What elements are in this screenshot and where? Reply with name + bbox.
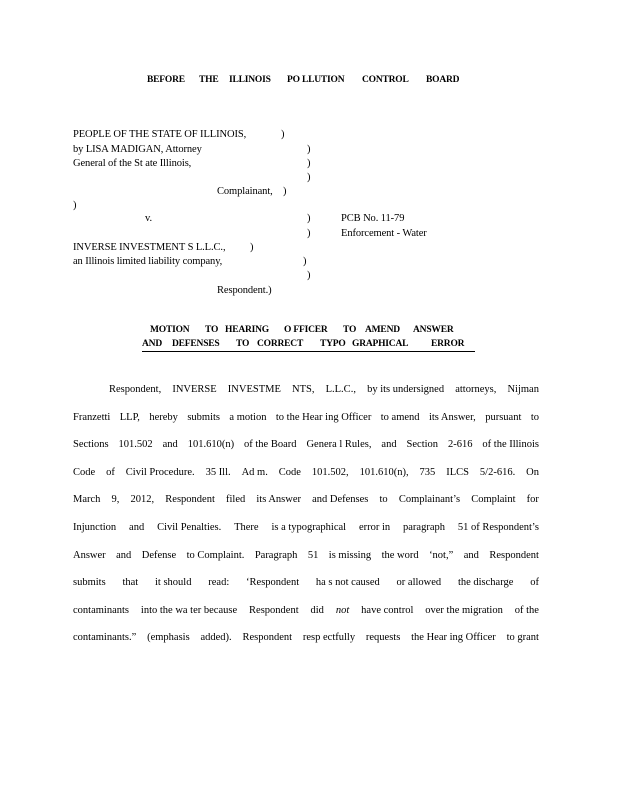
body-word: error in (358, 521, 391, 533)
body-word: Respondent (242, 632, 293, 644)
body-word: and Defenses (312, 494, 369, 506)
caption-line: ) (73, 200, 77, 211)
body-word: ILCS (446, 466, 469, 478)
body-word: 101.502 (118, 439, 153, 451)
title-word: CORRECT (257, 339, 304, 349)
title-word: AMEND (365, 325, 400, 335)
caption-paren: ) (281, 129, 285, 140)
body-word: Civil Procedure. (125, 466, 195, 478)
body-line (73, 431, 539, 459)
body-word: of the Illinois (482, 439, 539, 451)
body-word: is missing (328, 549, 372, 561)
body-word: a motion (229, 411, 267, 423)
title-word: MOTION (150, 325, 190, 335)
caption-line: Respondent.) (217, 285, 272, 296)
body-word: Answer (73, 549, 106, 561)
body-word: Ad m. (241, 466, 268, 478)
caption-line: INVERSE INVESTMENT S L.L.C., (73, 242, 226, 253)
body-word: NTS, (292, 384, 315, 395)
case-type: Enforcement - Water (341, 228, 427, 239)
body-word: Genera l Rules, (306, 439, 372, 451)
body-word: 51 (307, 549, 319, 561)
body-word: of (106, 466, 115, 478)
body-word: did (310, 604, 324, 616)
caption-paren: ) (307, 228, 311, 239)
body-word: of the Board (244, 439, 297, 451)
body-word: L.L.C., (325, 384, 356, 395)
body-word: and (129, 521, 145, 533)
body-word: Complainant’s (398, 494, 461, 506)
title-word: HEARING (225, 325, 269, 335)
caption-line: General of the St ate Illinois, (73, 158, 192, 169)
body-word: hereby (149, 411, 178, 423)
body-word: Respondent, (109, 384, 162, 395)
body-word: and (162, 439, 178, 451)
body-word: INVESTME (227, 384, 281, 395)
caption-line: PEOPLE OF THE STATE OF ILLINOIS, (73, 129, 247, 140)
body-word: Complaint (471, 494, 516, 506)
body-word: and (381, 439, 397, 451)
body-word: 735 (419, 466, 436, 478)
body-word: ha s not caused (315, 577, 380, 589)
body-word: or allowed (396, 577, 442, 589)
body-word: that (122, 577, 139, 589)
caption-line: an Illinois limited liability company, (73, 256, 223, 267)
body-word: into the wa ter because (140, 604, 238, 616)
body-word: March (73, 494, 101, 506)
body-word: to Complaint. (186, 549, 245, 561)
body-word: 101.610(n) (187, 439, 235, 451)
body-word: read: (208, 577, 230, 589)
body-word: Code (73, 466, 96, 478)
body-line (73, 376, 539, 404)
body-word: of the (514, 604, 539, 616)
body-line (73, 459, 539, 487)
caption-paren: ) (307, 213, 311, 224)
body-word: added). (200, 632, 232, 644)
body-word: and (463, 549, 479, 561)
body-word: by its undersigned (367, 384, 445, 395)
body-word: INVERSE (172, 384, 217, 395)
body-word: Section (406, 439, 439, 451)
title-word: TO (205, 325, 219, 335)
body-word: paragraph (403, 521, 445, 533)
body-word: 9, (111, 494, 120, 506)
body-word: for (526, 494, 539, 506)
body-word: Civil Penalties. (157, 521, 222, 533)
caption-line: v. (145, 213, 152, 224)
case-number: PCB No. 11-79 (341, 213, 405, 224)
header-word: ILLINOIS (229, 75, 271, 85)
title-word: ANSWER (413, 325, 454, 335)
body-word: over the migration (425, 604, 503, 616)
caption-paren: ) (307, 270, 311, 281)
body-line (73, 514, 539, 542)
body-word: to grant (506, 632, 539, 644)
body-word: Defense (141, 549, 177, 561)
body-word: 101.502, (311, 466, 349, 478)
body-word: Respondent (489, 549, 539, 561)
motion-body (73, 376, 539, 652)
caption-line: Complainant, (217, 186, 273, 197)
body-line (73, 597, 539, 625)
body-word: 51 of Respondent’s (457, 521, 539, 533)
body-word: it should (155, 577, 192, 589)
body-word: contaminants (73, 604, 129, 616)
body-word: Respondent (249, 604, 299, 616)
body-word: Sections (73, 439, 109, 451)
body-word: submits (73, 577, 106, 589)
body-word: contaminants.” (73, 632, 137, 644)
body-word: the Hear ing Officer (411, 632, 496, 644)
body-word: (emphasis (147, 632, 190, 644)
caption-paren: ) (307, 144, 311, 155)
body-word: filed (225, 494, 246, 506)
caption-paren: ) (283, 186, 287, 197)
body-line (73, 404, 539, 432)
body-word: 5/2-616. (479, 466, 516, 478)
body-word: the discharge (457, 577, 514, 589)
body-word: to the Hear ing Officer (275, 411, 372, 423)
body-word: 35 Ill. (205, 466, 231, 478)
body-word: 2012, (130, 494, 155, 506)
title-word: TYPO (320, 339, 346, 349)
body-word: is a typographical (271, 521, 347, 533)
title-word: TO (236, 339, 250, 349)
body-word: There (234, 521, 259, 533)
body-word: to (379, 494, 388, 506)
body-word: Nijman (507, 384, 539, 395)
header-word: BEFORE (147, 75, 185, 85)
body-word: not (335, 604, 350, 616)
body-line (73, 569, 539, 597)
body-word: ‘not,” (429, 549, 454, 561)
caption-paren: ) (303, 256, 307, 267)
body-line (73, 486, 539, 514)
body-word: and (116, 549, 132, 561)
body-word: On (526, 466, 539, 478)
body-word: Respondent (165, 494, 215, 506)
title-underline (142, 351, 475, 352)
body-word: Code (278, 466, 301, 478)
body-word: 101.610(n), (359, 466, 409, 478)
body-word: Paragraph (254, 549, 298, 561)
body-word: Injunction (73, 521, 117, 533)
body-line (73, 542, 539, 570)
body-word: of (530, 577, 539, 589)
title-word: ERROR (431, 339, 465, 349)
body-word: its Answer (256, 494, 301, 506)
caption-paren: ) (250, 242, 254, 253)
body-word: submits (187, 411, 220, 423)
body-word: Franzetti (73, 411, 111, 423)
body-word: LLP, (119, 411, 140, 423)
body-word: the word (381, 549, 419, 561)
title-word: O FFICER (284, 325, 328, 335)
title-word: GRAPHICAL (352, 339, 409, 349)
body-word: its Answer, (428, 411, 476, 423)
header-word: THE (199, 75, 219, 85)
body-word: to amend (380, 411, 420, 423)
body-word: 2-616 (447, 439, 473, 451)
body-word: requests (365, 632, 401, 644)
title-word: DEFENSES (172, 339, 220, 349)
body-word: to (530, 411, 539, 423)
caption-line: by LISA MADIGAN, Attorney (73, 144, 202, 155)
caption-paren: ) (307, 158, 311, 169)
body-word: have control (361, 604, 414, 616)
header-word: PO LLUTION (287, 75, 345, 85)
caption-paren: ) (307, 172, 311, 183)
body-word: attorneys, (455, 384, 497, 395)
title-word: AND (142, 339, 162, 349)
header-word: BOARD (426, 75, 460, 85)
body-line (73, 624, 539, 652)
header-word: CONTROL (362, 75, 409, 85)
body-word: ‘Respondent (246, 577, 300, 589)
body-word: resp ectfully (302, 632, 356, 644)
body-word: pursuant (485, 411, 522, 423)
title-word: TO (343, 325, 357, 335)
